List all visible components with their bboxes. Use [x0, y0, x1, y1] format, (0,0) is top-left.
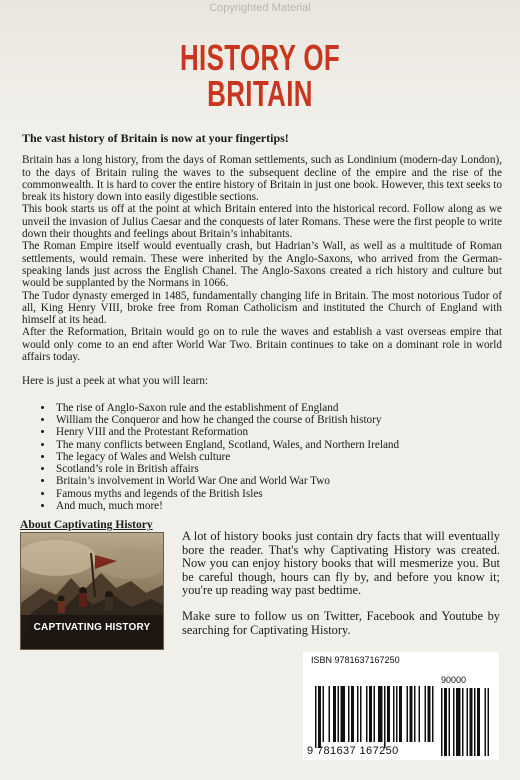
- addon-bar: [449, 688, 451, 756]
- barcode-bar: [351, 686, 354, 742]
- barcode-bar: [338, 686, 340, 742]
- barcode-bar: [425, 686, 427, 742]
- barcode-bar: [414, 686, 416, 742]
- barcode-bar: [369, 686, 372, 742]
- blurb-paragraph: The Roman Empire itself would eventually crash, but Hadrian’s Wall, as well as a multitude of Roman settlements, would remain. These were inherited by the Anglo-Saxons, who arrived from the German-speaking lands just across the English Chanel. The Anglo-Saxons created a rich history and culture but would be supplanted by the Normans in 1066.: [22, 240, 502, 290]
- barcode-bar: [360, 686, 362, 742]
- publisher-painting: [20, 532, 164, 650]
- addon-bar: [485, 688, 487, 756]
- barcode-bar: [396, 686, 398, 742]
- addon-bar: [456, 688, 461, 756]
- learning-list: [22, 402, 502, 513]
- price-code: 90000: [441, 675, 467, 685]
- lead-sentence: The vast history of Britain is now at your fingertips!: [22, 131, 289, 145]
- book-title-line-1: HISTORY OF: [179, 37, 341, 78]
- about-heading: About Captivating History: [20, 518, 153, 531]
- list-item: • Britain’s involvement in World War One and World War Two: [54, 475, 502, 487]
- barcode-bar: [432, 686, 434, 742]
- blurb-paragraph: After the Reformation, Britain would go on to rule the waves and establish a vast overseas empire that would only come to an end after World War Two. Britain continues to take on a dominant role in world affairs today.: [22, 326, 502, 364]
- barcode-bar: [357, 686, 359, 742]
- addon-bar: [444, 688, 447, 756]
- addon-bar: [474, 688, 476, 756]
- spacer: [22, 363, 502, 375]
- addon-bar: [441, 688, 443, 756]
- barcode-number: 9 781637 167250: [307, 745, 399, 757]
- isbn-label: ISBN 9781637167250: [311, 655, 400, 665]
- barcode-bar: [333, 686, 336, 742]
- barcode-bar: [348, 686, 350, 742]
- addon-bar: [477, 688, 480, 756]
- barcode-bar: [315, 686, 317, 748]
- isbn-barcode: [303, 652, 499, 760]
- barcode-bar: [341, 686, 346, 742]
- list-item: • The legacy of Wales and Welsh culture: [54, 451, 502, 463]
- addon-bar: [467, 688, 469, 756]
- addon-bar: [488, 688, 490, 756]
- barcode-bar: [378, 686, 383, 742]
- list-item: • And much, much more!: [54, 500, 502, 512]
- peek-intro: Here is just a peek at what you will learn:: [22, 375, 209, 388]
- barcode-bar: [318, 686, 321, 748]
- barcode-bar: [366, 686, 368, 742]
- list-item: • Scotland’s role in British affairs: [54, 463, 502, 475]
- blurb: [22, 128, 502, 512]
- addon-bar: [453, 688, 455, 756]
- copyright-watermark: Copyrighted Material: [209, 2, 311, 14]
- about-paragraph: Make sure to follow us on Twitter, Facebook and Youtube by searching for Captivating History.: [182, 608, 500, 637]
- barcode-bar: [393, 686, 395, 742]
- list-item: • The rise of Anglo-Saxon rule and the establishment of England: [54, 402, 502, 414]
- publisher-logo-text: CAPTIVATING HISTORY: [33, 622, 151, 633]
- barcode-bar: [419, 686, 421, 742]
- barcode-bar: [374, 686, 376, 742]
- barcode-bar: [329, 686, 331, 742]
- about-paragraph: A lot of history books just contain dry facts that will eventually bore the reader. That's why Captivating History was created. Now you can enjoy history books that will mesmerize you. But be careful though, hours can fly by, and before you know it; you're up reading way past bedtime.: [182, 529, 500, 598]
- list-item: • Famous myths and legends of the British Isles: [54, 488, 502, 500]
- barcode-bar: [410, 686, 413, 742]
- addon-bar: [470, 688, 473, 756]
- blurb-paragraph: Britain has a long history, from the days of Roman settlements, such as Londinium (modern-day London), to the days of Britain ruling the waves to the subsequent decline of the empire and the rise of the commonwealth. It is hard to cover the entire history of Britain in just one book. However, this text seeks to break its history down into easily digestible sections.: [22, 154, 502, 204]
- barcode-bars: [303, 652, 499, 760]
- list-item: • The many conflicts between England, Scotland, Wales, and Northern Ireland: [54, 439, 502, 451]
- about-description: [182, 530, 500, 649]
- list-item: • William the Conqueror and how he changed the course of British history: [54, 414, 502, 426]
- book-title-line-2: BRITAIN: [207, 73, 313, 114]
- blurb-paragraph: This book starts us off at the point at which Britain entered into the historical record. Follow along as we unveil the invasion of Julius Caesar and the conquests of later Romans. These were the first people to write down their thoughts and feelings about Britain’s inhabitants.: [22, 203, 502, 241]
- barcode-bar: [387, 686, 390, 742]
- barcode-bar: [399, 686, 402, 742]
- blurb-paragraph: The Tudor dynasty emerged in 1485, fundamentally changing life in Britain. The most notorious Tudor of all, King Henry VIII, broke free from Roman Catholicism and instituted the Church of England with himself at its head.: [22, 289, 502, 327]
- list-item: • Henry VIII and the Protestant Reformation: [54, 426, 502, 438]
- barcode-bar: [407, 686, 409, 742]
- barcode-bar: [428, 686, 431, 742]
- barcode-bar: [323, 686, 325, 742]
- addon-bar: [462, 688, 464, 756]
- barcode-bar: [384, 686, 386, 748]
